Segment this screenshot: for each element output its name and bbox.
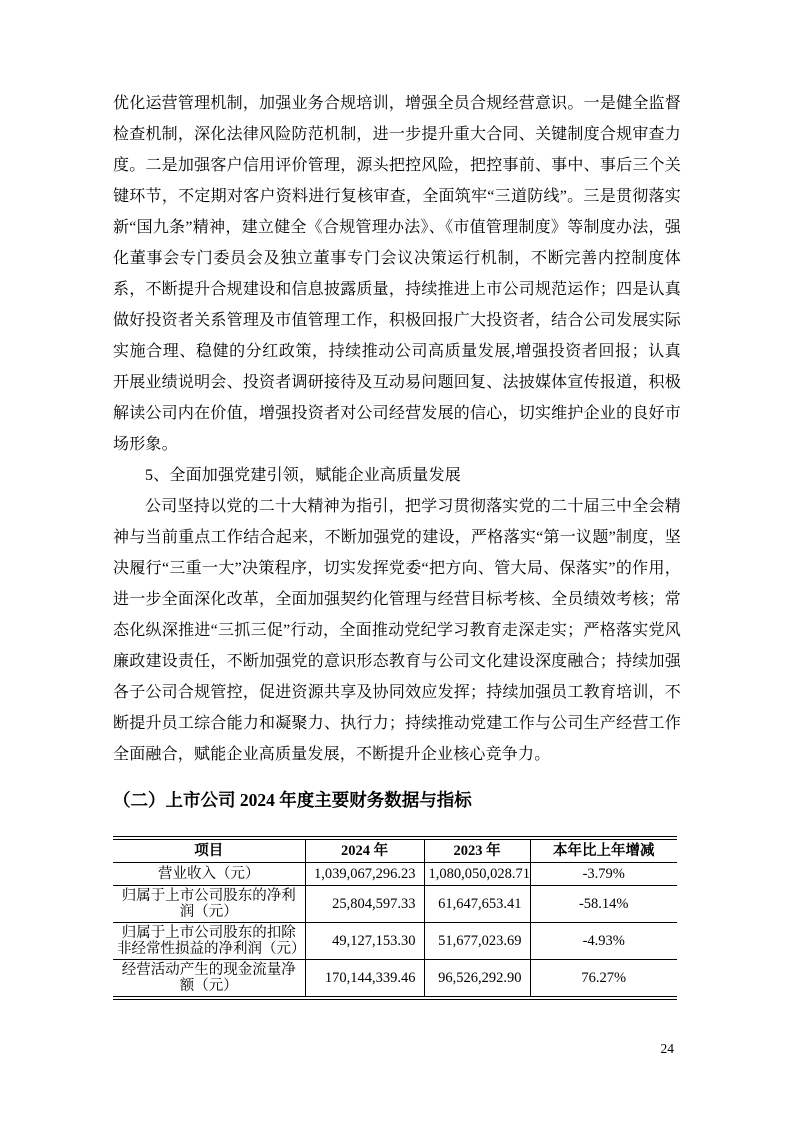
paragraph-party-building: 公司坚持以党的二十大精神为指引，把学习贯彻落实党的二十届三中全会精神与当前重点工作结合起来，不断加强党的建设，严格落实“第一议题”制度，坚决履行“三重一大”决策程序，切实发挥党委“把方向、管大局、保落实”的作用，进一步全面深化改革，全面加强契约化管理与经营目标考核、全员绩效考核；常态化纵深推进“三抓三促”行动，全面推动党纪学习教育走深走实；严格落实党风廉政建设责任，不断加强党的意识形态教育与公司文化建设深度融合；持续加强各子公司合规管控，促进资源共享及协同效应发挥；持续加强员工教育培训，不断提升员工综合能力和凝聚力、执行力；持续推动党建工作与公司生产经营工作全面融合，赋能企业高质量发展，不断提升企业核心竞争力。 — [113, 498, 681, 763]
cell-yoy-change: -3.79% — [530, 863, 677, 886]
cell-item-label: 归属于上市公司股东的扣除非经常性损益的净利润（元） — [113, 923, 305, 960]
cell-2023-value: 96,526,292.90 — [424, 960, 530, 999]
table-header-item: 项目 — [113, 838, 305, 863]
table-header-2024: 2024 年 — [305, 838, 424, 863]
cell-2023-value: 1,080,050,028.71 — [424, 863, 530, 886]
section-heading-financial-data: （二）上市公司 2024 年度主要财务数据与指标 — [113, 790, 472, 810]
cell-2023-value: 51,677,023.69 — [424, 923, 530, 960]
cell-yoy-change: 76.27% — [530, 960, 677, 999]
cell-2024-value: 170,144,339.46 — [305, 960, 424, 999]
cell-item-label: 营业收入（元） — [113, 863, 305, 886]
table-row-operating-cash-flow — [113, 960, 677, 999]
cell-2024-value: 25,804,597.33 — [305, 886, 424, 923]
table-header-row — [113, 838, 677, 863]
cell-yoy-change: -58.14% — [530, 886, 677, 923]
cell-2024-value: 1,039,067,296.23 — [305, 863, 424, 886]
cell-2024-value: 49,127,153.30 — [305, 923, 424, 960]
page-number: 24 — [660, 1041, 674, 1056]
cell-item-label: 经营活动产生的现金流量净额（元） — [121, 962, 296, 994]
cell-2023-value: 61,647,653.41 — [424, 886, 530, 923]
table-row-revenue — [113, 863, 677, 886]
table-row-net-profit-excl-nonrecurring — [113, 923, 677, 960]
cell-yoy-change: -4.93% — [530, 923, 677, 960]
item5-heading: 5、全面加强党建引领，赋能企业高质量发展 — [145, 467, 462, 484]
paragraph-compliance: 优化运营管理机制，加强业务合规培训，增强全员合规经营意识。一是健全监督检查机制，深化法律风险防范机制，进一步提升重大合同、关键制度合规审查力度。二是加强客户信用评价管理，源头把控风险，把控事前、事中、事后三个关键环节，不定期对客户资料进行复核审查，全面筑牢“三道防线”。三是贯彻落实新“国九条”精神，建立健全《合规管理办法》、《市值管理制度》等制度办法，强化董事会专门委员会及独立董事专门会议决策运行机制，不断完善内控制度体系，不断提升合规建设和信息披露质量，持续推进上市公司规范运作；四是认真做好投资者关系管理及市值管理工作，积极回报广大投资者，结合公司发展实际实施合理、稳健的分红政策，持续推动公司高质量发展,增强投资者回报；认真开展业绩说明会、投资者调研接待及互动易问题回复、法披媒体宣传报道，积极解读公司内在价值，增强投资者对公司经营发展的信心，切实维护企业的良好市场形象。 — [113, 95, 681, 453]
table-row-net-profit — [113, 886, 677, 923]
cell-item-label: 归属于上市公司股东的净利润（元） — [113, 886, 305, 923]
table-header-yoy-change: 本年比上年增减 — [530, 838, 677, 863]
table-header-2023: 2023 年 — [424, 838, 530, 863]
financial-data-table — [113, 836, 677, 1000]
page-content — [113, 88, 681, 1000]
